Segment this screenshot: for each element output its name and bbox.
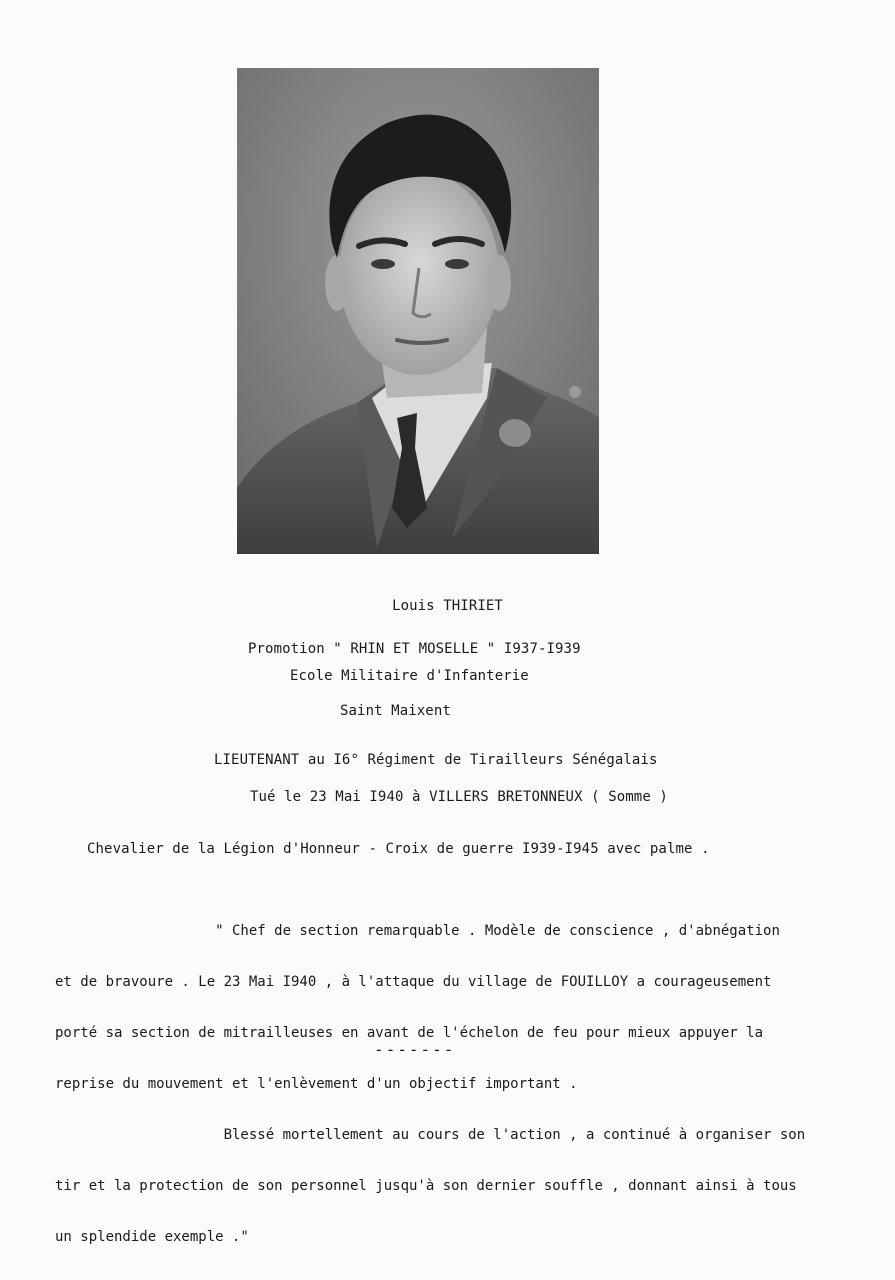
honours-line: Chevalier de la Légion d'Honneur - Croix de guerre I939-I945 avec palme .: [87, 841, 710, 857]
citation-line: porté sa section de mitrailleuses en avant de l'échelon de feu pour mieux appuyer la: [55, 1025, 764, 1041]
citation-line: tir et la protection de son personnel jusqu'à son dernier souffle , donnant ainsi à tous: [55, 1178, 797, 1194]
citation-line: Blessé mortellement au cours de l'action , a continué à organiser son: [55, 1127, 806, 1143]
rank-line: LIEUTENANT au I6° Régiment de Tirailleurs Sénégalais: [214, 752, 658, 768]
citation-line: " Chef de section remarquable . Modèle de conscience , d'abnégation: [55, 923, 780, 939]
citation-line: et de bravoure . Le 23 Mai I940 , à l'attaque du village de FOUILLOY a courageusement: [55, 974, 772, 990]
promotion-line: Promotion " RHIN ET MOSELLE " I937-I939: [248, 641, 581, 657]
death-line: Tué le 23 Mai I940 à VILLERS BRETONNEUX ( Somme ): [250, 789, 668, 805]
city-line: Saint Maixent: [340, 703, 451, 719]
citation-line: reprise du mouvement et l'enlèvement d'un objectif important .: [55, 1076, 578, 1092]
portrait-photo: [237, 68, 599, 554]
separator-dashes: -------: [374, 1040, 456, 1059]
citation-text: [55, 889, 835, 1263]
officer-name: Louis THIRIET: [392, 598, 503, 614]
citation-line: un splendide exemple .": [55, 1229, 249, 1245]
school-line: Ecole Militaire d'Infanterie: [290, 668, 529, 684]
